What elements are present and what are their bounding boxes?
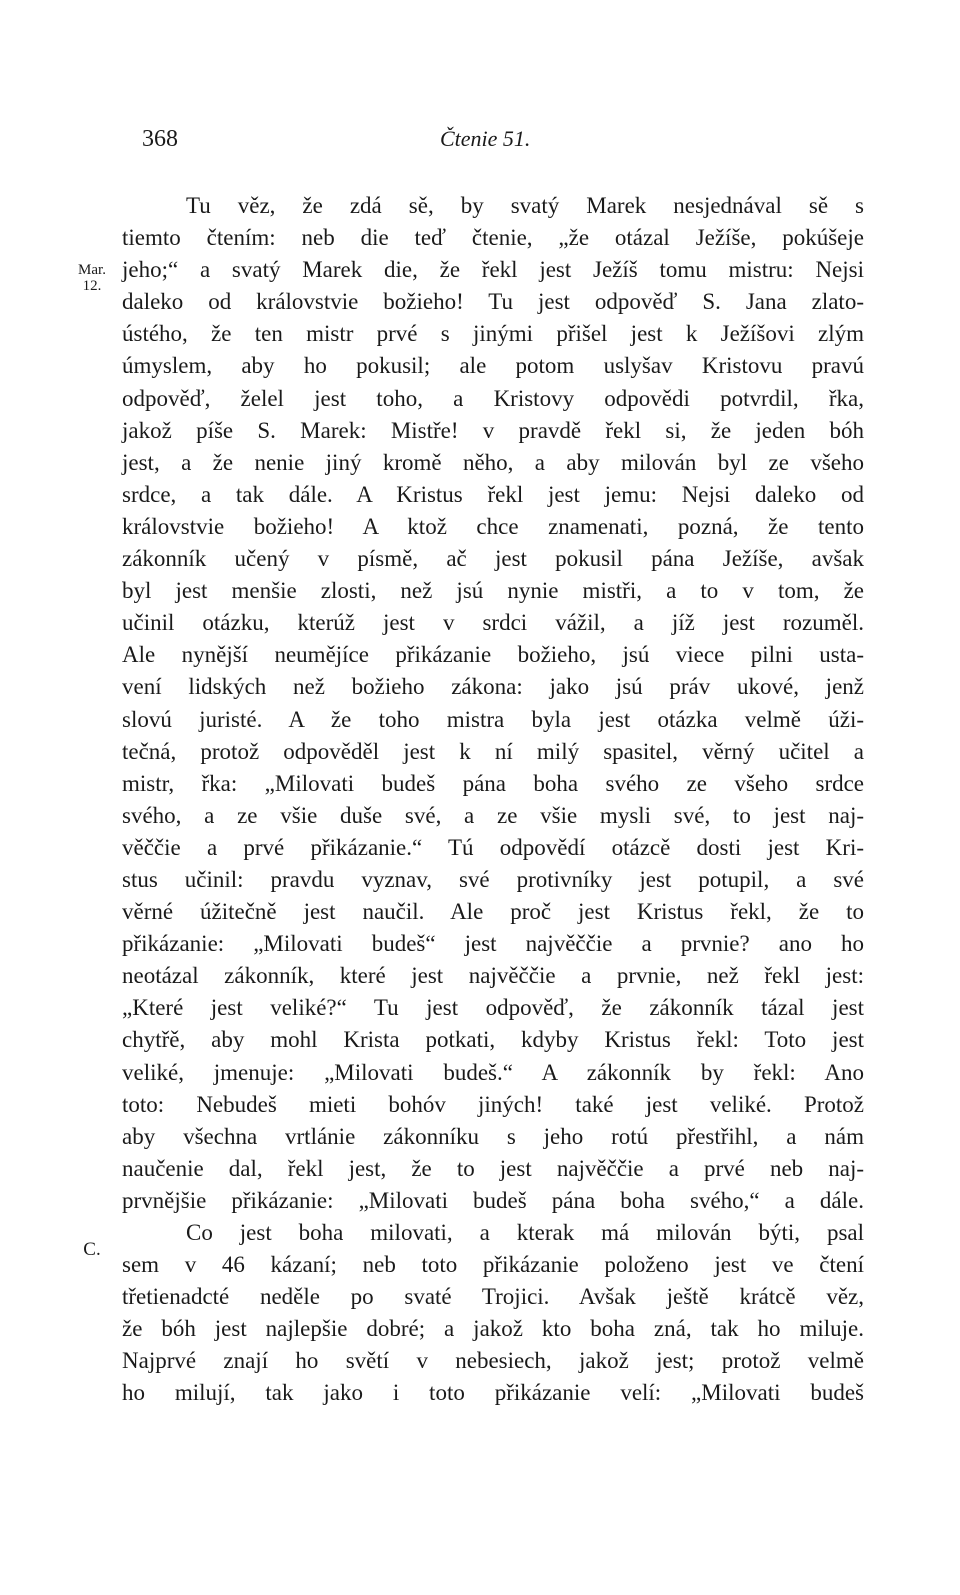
text-line: tečná, protož odpověděl jest k ní milý spasitel, věrný učitel a [122,738,864,764]
text-line: aby všechna vrtlánie zákonníku s jeho rotú přestřihl, a nám [122,1123,864,1149]
text-line: Tu věz, že zdá sě, by svatý Marek nesjednával sě s [186,193,864,218]
text-line: Co jest boha milovati, a kterak má milován býti, psal [186,1220,864,1245]
text-line: tiemto čtením: neb die teď čtenie, „že otázal Ježíše, pokúšeje [122,225,864,251]
text-line: jeho;“ a svatý Marek die, že řekl jest Ježíš tomu mistru: Nejsi [122,257,864,283]
margin-note-book: Mar. [78,262,106,278]
text-line: odpověď, želel jest toho, a Kristovy odpovědi potvrdil, řka, [122,385,864,411]
text-line: sem v 46 kázaní; neb toto přikázanie položeno jest ve čtení [122,1252,864,1278]
text-line: svého, a ze všie duše své, a ze všie mysli své, to jest naj- [122,802,864,828]
text-line: jakož píše S. Marek: Mistře! v pravdě řekl si, že jeden bóh [122,417,864,443]
text-line: chytřě, aby mohl Krista potkati, kdyby Kristus řekl: Toto jest [122,1027,864,1053]
text-line: Ale nynější neumějíce přikázanie božieho, jsú viece pilni usta- [122,642,864,668]
text-line: slovú juristé. A že toho mistra byla jest otázka velmě úži- [122,706,864,732]
text-line: královstvie božieho! A ktož chce znamenati, pozná, že tento [122,513,864,539]
text-line: jest, a že nenie jiný kromě něho, a aby milován byl ze všeho [122,449,864,475]
running-head [0,126,960,156]
text-line: prvnějšie přikázanie: „Milovati budeš pána boha svého,“ a dále. [122,1187,864,1213]
text-line: Najprvé znají ho světí v nebesiech, jakož jest; protož velmě [122,1348,864,1374]
text-line: přikázanie: „Milovati budeš“ jest najvěččie a prvnie? ano ho [122,931,864,957]
margin-note-chapter: 12. [82,278,102,294]
text-line: že bóh jest najlepšie dobré; a jakož kto boha zná, tak ho miluje. [122,1316,864,1342]
text-line: toto: Nebudeš mieti bohóv jiných! také jest veliké. Protož [122,1091,864,1117]
body-text [122,190,864,1410]
text-line: neotázal zákonník, které jest najvěččie a prvnie, než řekl jest: [122,963,864,989]
margin-note-mark-reference [72,262,112,294]
text-line: daleko od královstvie božieho! Tu jest odpověď S. Jana zlato- [122,289,864,315]
page-number: 368 [142,126,178,152]
running-title: Čtenie 51. [440,126,531,151]
text-line: učinil otázku, kterúž jest v srdci vážil, a jíž jest rozuměl. [122,610,864,636]
text-line: „Které jest veliké?“ Tu jest odpověď, že zákonník tázal jest [122,995,864,1021]
text-line: věččie a prvé přikázanie.“ Tú odpovědí otázcě dosti jest Kri- [122,834,864,860]
text-line: naučenie dal, řekl jest, že to jest najvěččie a prvé neb naj- [122,1155,864,1181]
text-line: srdce, a tak dále. A Kristus řekl jest jemu: Nejsi daleko od [122,481,864,507]
text-line: ústého, že ten mistr prvé s jinými přišel jest k Ježíšovi zlým [122,321,864,347]
text-line: třetienadcté neděle po svaté Trojici. Avšak ještě krátcě věz, [122,1284,864,1310]
text-line: úmyslem, aby ho pokusil; ale potom uslyšav Kristovu pravú [122,353,864,379]
text-line: byl jest menšie zlosti, než jsú nynie mistři, a to v tom, že [122,578,864,604]
text-line: ho milují, tak jako i toto přikázanie velí: „Milovati budeš [122,1380,864,1406]
margin-note-section: C. [83,1239,101,1260]
text-line: vení lidských než božieho zákona: jako jsú práv ukové, jenž [122,674,864,700]
text-line: zákonník učený v písmě, ač jest pokusil pána Ježíše, avšak [122,546,864,572]
text-line: stus učinil: pravdu vyznav, své protivníky jest potupil, a své [122,866,864,892]
text-line: věrné úžitečně jest naučil. Ale proč jest Kristus řekl, že to [122,899,864,925]
text-line: mistr, řka: „Milovati budeš pána boha svého ze všeho srdce [122,770,864,796]
text-line: veliké, jmenuje: „Milovati budeš.“ A zákonník by řekl: Ano [122,1059,864,1085]
